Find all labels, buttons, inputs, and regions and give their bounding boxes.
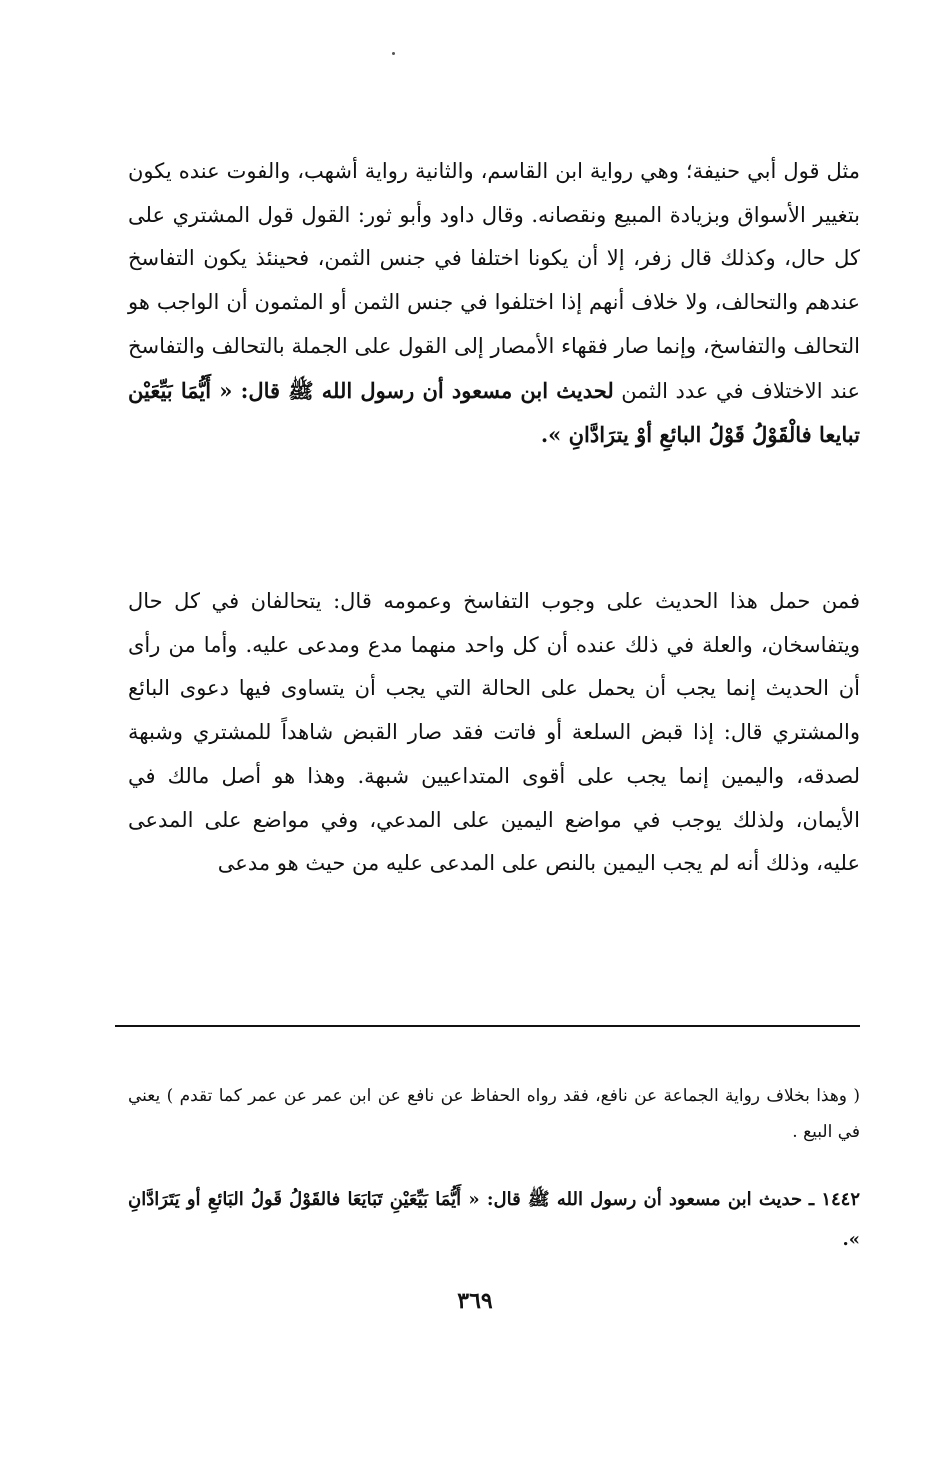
footnote-separator: [115, 1025, 860, 1027]
footnote-1: ( وهذا بخلاف رواية الجماعة عن نافع، فقد رواه الحفاظ عن نافع عن ابن عمر عن عمر كما تقدم ) يعني في البيع .: [128, 1086, 860, 1142]
footnote-2-text: حديث ابن مسعود أن رسول الله ﷺ قال: « أَيُّمَا بَيِّعَيْنِ تَبَايَعَا فالقَوْلُ قَولُ البَائعِ أو يَتَرَادَّانِ ».: [128, 1189, 860, 1250]
main-paragraph-1: [128, 150, 860, 458]
print-speck: [392, 52, 395, 55]
footnote-2: [128, 1180, 860, 1260]
footnote-2-number: ١٤٤٢ ـ: [808, 1189, 860, 1210]
hadith-quote: لحديث ابن مسعود أن رسول الله ﷺ قال: « أَيُّمَا بَيِّعَيْن تبايعا فالْقَوْلُ قَوْلُ البائعِ أوْ يترَادَّانِ ».: [128, 377, 860, 448]
paragraph-1-text: مثل قول أبي حنيفة؛ وهي رواية ابن القاسم، والثانية رواية أشهب، والفوت عنده يكون بتغيير الأسواق وبزيادة المبيع ونقصانه. وقال داود وأبو ثور: القول قول المشتري على كل حال، وكذلك قال زفر، إلا أن يكونا اختلفا في جنس الثمن، فحينئذ يكون التفاسخ عندهم والتحالف، ولا خلاف أنهم إذا اختلفوا في جنس الثمن أو المثمون أن الواجب هو التحالف والتفاسخ، وإنما صار فقهاء الأمصار إلى القول على الجملة بالتحالف والتفاسخ عند الاختلاف في عدد الثمن: [128, 159, 860, 403]
main-paragraph-2: فمن حمل هذا الحديث على وجوب التفاسخ وعمومه قال: يتحالفان في كل حال ويتفاسخان، والعلة في ذلك عنده أن كل واحد منهما مدع ومدعى عليه. وأما من رأى أن الحديث إنما يجب أن يحمل على الحالة التي يجب أن يتساوى فيها دعوى البائع والمشتري قال: إذا قبض السلعة أو فاتت فقد صار القبض شاهداً للمشتري وشبهة لصدقه، واليمين إنما يجب على أقوى المتداعيين شبهة. وهذا هو أصل مالك في الأيمان، ولذلك يوجب في مواضع اليمين على المدعي، وفي مواضع على المدعى عليه، وذلك أنه لم يجب اليمين بالنص على المدعى عليه من حيث هو مدعى: [128, 589, 860, 876]
page-number: ٣٦٩: [457, 1288, 493, 1314]
